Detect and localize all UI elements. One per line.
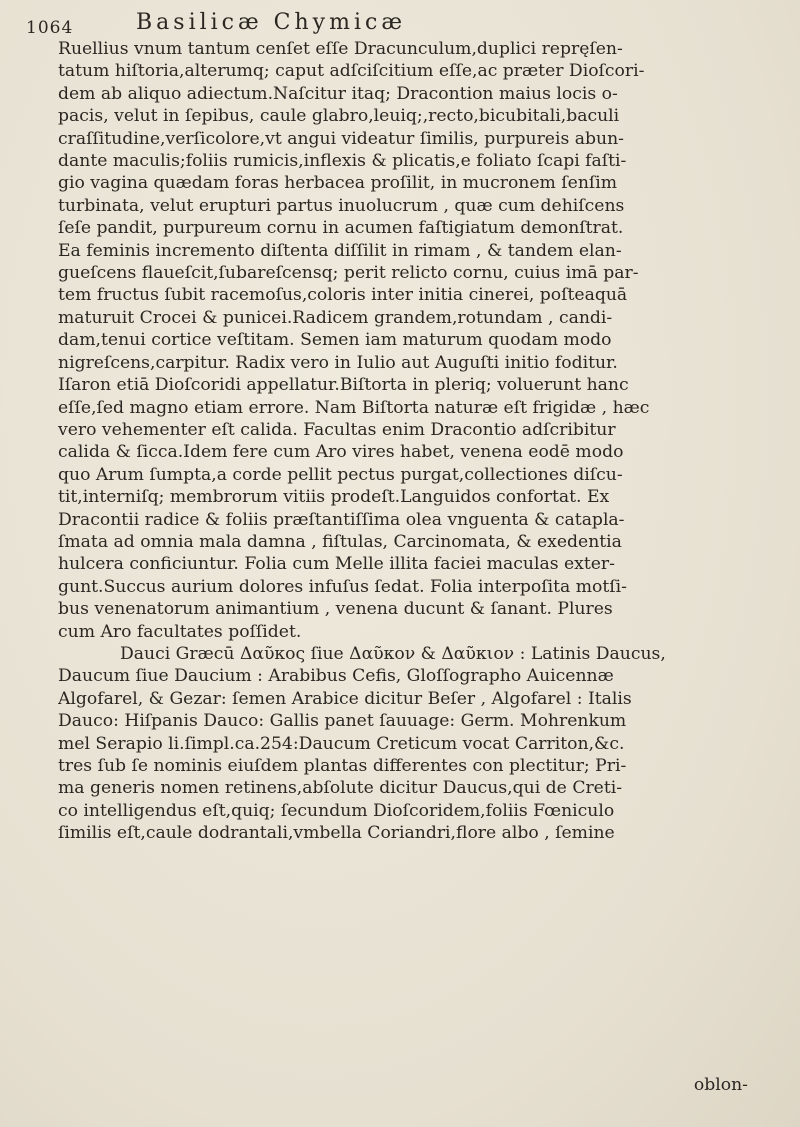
text-line: Dracontii radice & foliis præſtantiſſima olea vnguenta & catapla- — [58, 509, 625, 530]
text-line: ſeſe pandit, purpureum cornu in acumen faſtigiatum demonſtrat. — [58, 218, 624, 239]
text-line: gueſcens flaueſcit,ſubareſcensq; perit relicto cornu, cuius imā par- — [58, 263, 639, 284]
text-line: Daucum ſiue Daucium : Arabibus Cefis, Gloſſographo Auicennæ — [58, 666, 614, 687]
text-line: nigreſcens,carpitur. Radix vero in Iulio aut Auguſti initio foditur. — [58, 352, 618, 373]
text-line: Dauco: Hiſpanis Dauco: Gallis panet ſauuage: Germ. Mohrenkum — [58, 711, 627, 732]
text-line: co intelligendus eſt,quiq; ſecundum Dioſcoridem,foliis Fœniculo — [58, 800, 615, 821]
text-line: tit,interniſq; membrorum vitiis prodeſt.Languidos confortat. Ex — [58, 487, 610, 508]
text-line: Algofarel, & Gezar: ſemen Arabice dicitur Beſer , Algofarel : Italis — [58, 688, 632, 709]
text-line: dante maculis;foliis rumicis,inflexis & plicatis,e foliato ſcapi faſti- — [58, 151, 627, 172]
text-line: tem fructus ſubit racemoſus,coloris inter initia cinerei, poſteaquā — [58, 285, 628, 306]
catchword: oblon- — [693, 1075, 748, 1095]
text-line: gio vagina quædam foras herbacea proſilit, in mucronem ſenſim — [58, 173, 618, 194]
text-line: Ruellius vnum tantum cenſet eſſe Dracunculum,duplici repręſen- — [58, 39, 623, 59]
text-line: mel Serapio li.ſimpl.ca.254:Daucum Creticum vocat Carriton,&c. — [58, 733, 625, 754]
text-line: calida & ſicca.Idem fere cum Aro vires habet, venena eodē modo — [58, 442, 624, 463]
text-line: hulcera conficiuntur. Folia cum Melle illita faciei maculas exter- — [58, 554, 615, 575]
text-line: tres ſub ſe nominis eiuſdem plantas differentes con plectitur; Pri- — [58, 756, 627, 776]
text-line: gunt.Succus aurium dolores infuſus ſedat. Folia interpoſita motſi- — [58, 576, 627, 597]
text-line: vero vehementer eſt calida. Facultas enim Dracontio adſcribitur — [58, 419, 616, 440]
text-line: pacis, velut in ſepibus, caule glabro,leuiq;,recto,bicubitali,baculi — [58, 106, 620, 127]
text-line: Iſaron etiā Dioſcoridi appellatur.Biſtorta in pleriq; voluerunt hanc — [58, 375, 629, 396]
text-line: quo Arum ſumpta,a corde pellit pectus purgat,collectiones diſcu- — [58, 464, 623, 485]
text-line: cum Aro facultates poſſidet. — [58, 621, 302, 642]
running-head: Basilicæ Chymicæ — [136, 10, 407, 35]
text-line: Dauci Græcū Δαῦκος ſiue Δαῦκον & Δαῦκιον : Latinis Daucus, — [120, 643, 666, 664]
body-text — [58, 38, 788, 845]
text-line: ſimilis eſt,caule dodrantali,vmbella Coriandri,flore albo , ſemine — [58, 823, 615, 844]
text-line: bus venenatorum animantium , venena ducunt & ſanant. Plures — [58, 599, 613, 620]
text-line: Ea feminis incremento diſtenta diſſilit in rimam , & tandem elan- — [58, 240, 622, 261]
text-line: dam,tenui cortice veſtitam. Semen iam maturum quodam modo — [58, 330, 612, 351]
text-line: tatum hiſtoria,alterumq; caput adſciſcitium eſſe,ac præter Dioſcori- — [58, 61, 645, 82]
page-number: 1064 — [26, 18, 74, 38]
text-line: eſſe,ſed magno etiam errore. Nam Biſtorta naturæ eſt frigidæ , hæc — [58, 397, 650, 418]
text-line: craſſitudine,verſicolore,vt angui videatur ſimilis, purpureis abun- — [58, 128, 624, 149]
text-line: dem ab aliquo adiectum.Naſcitur itaq; Dracontion maius locis o- — [58, 83, 618, 104]
text-line: ſmata ad omnia mala damna , fiſtulas, Carcinomata, & exedentia — [58, 531, 622, 552]
page-header — [26, 6, 760, 40]
text-line: turbinata, velut erupturi partus inuolucrum , quæ cum dehiſcens — [58, 195, 625, 216]
text-line: maturuit Crocei & punicei.Radicem grandem,rotundam , candi- — [58, 307, 613, 328]
text-line: ma generis nomen retinens,abſolute dicitur Daucus,qui de Creti- — [58, 778, 623, 799]
